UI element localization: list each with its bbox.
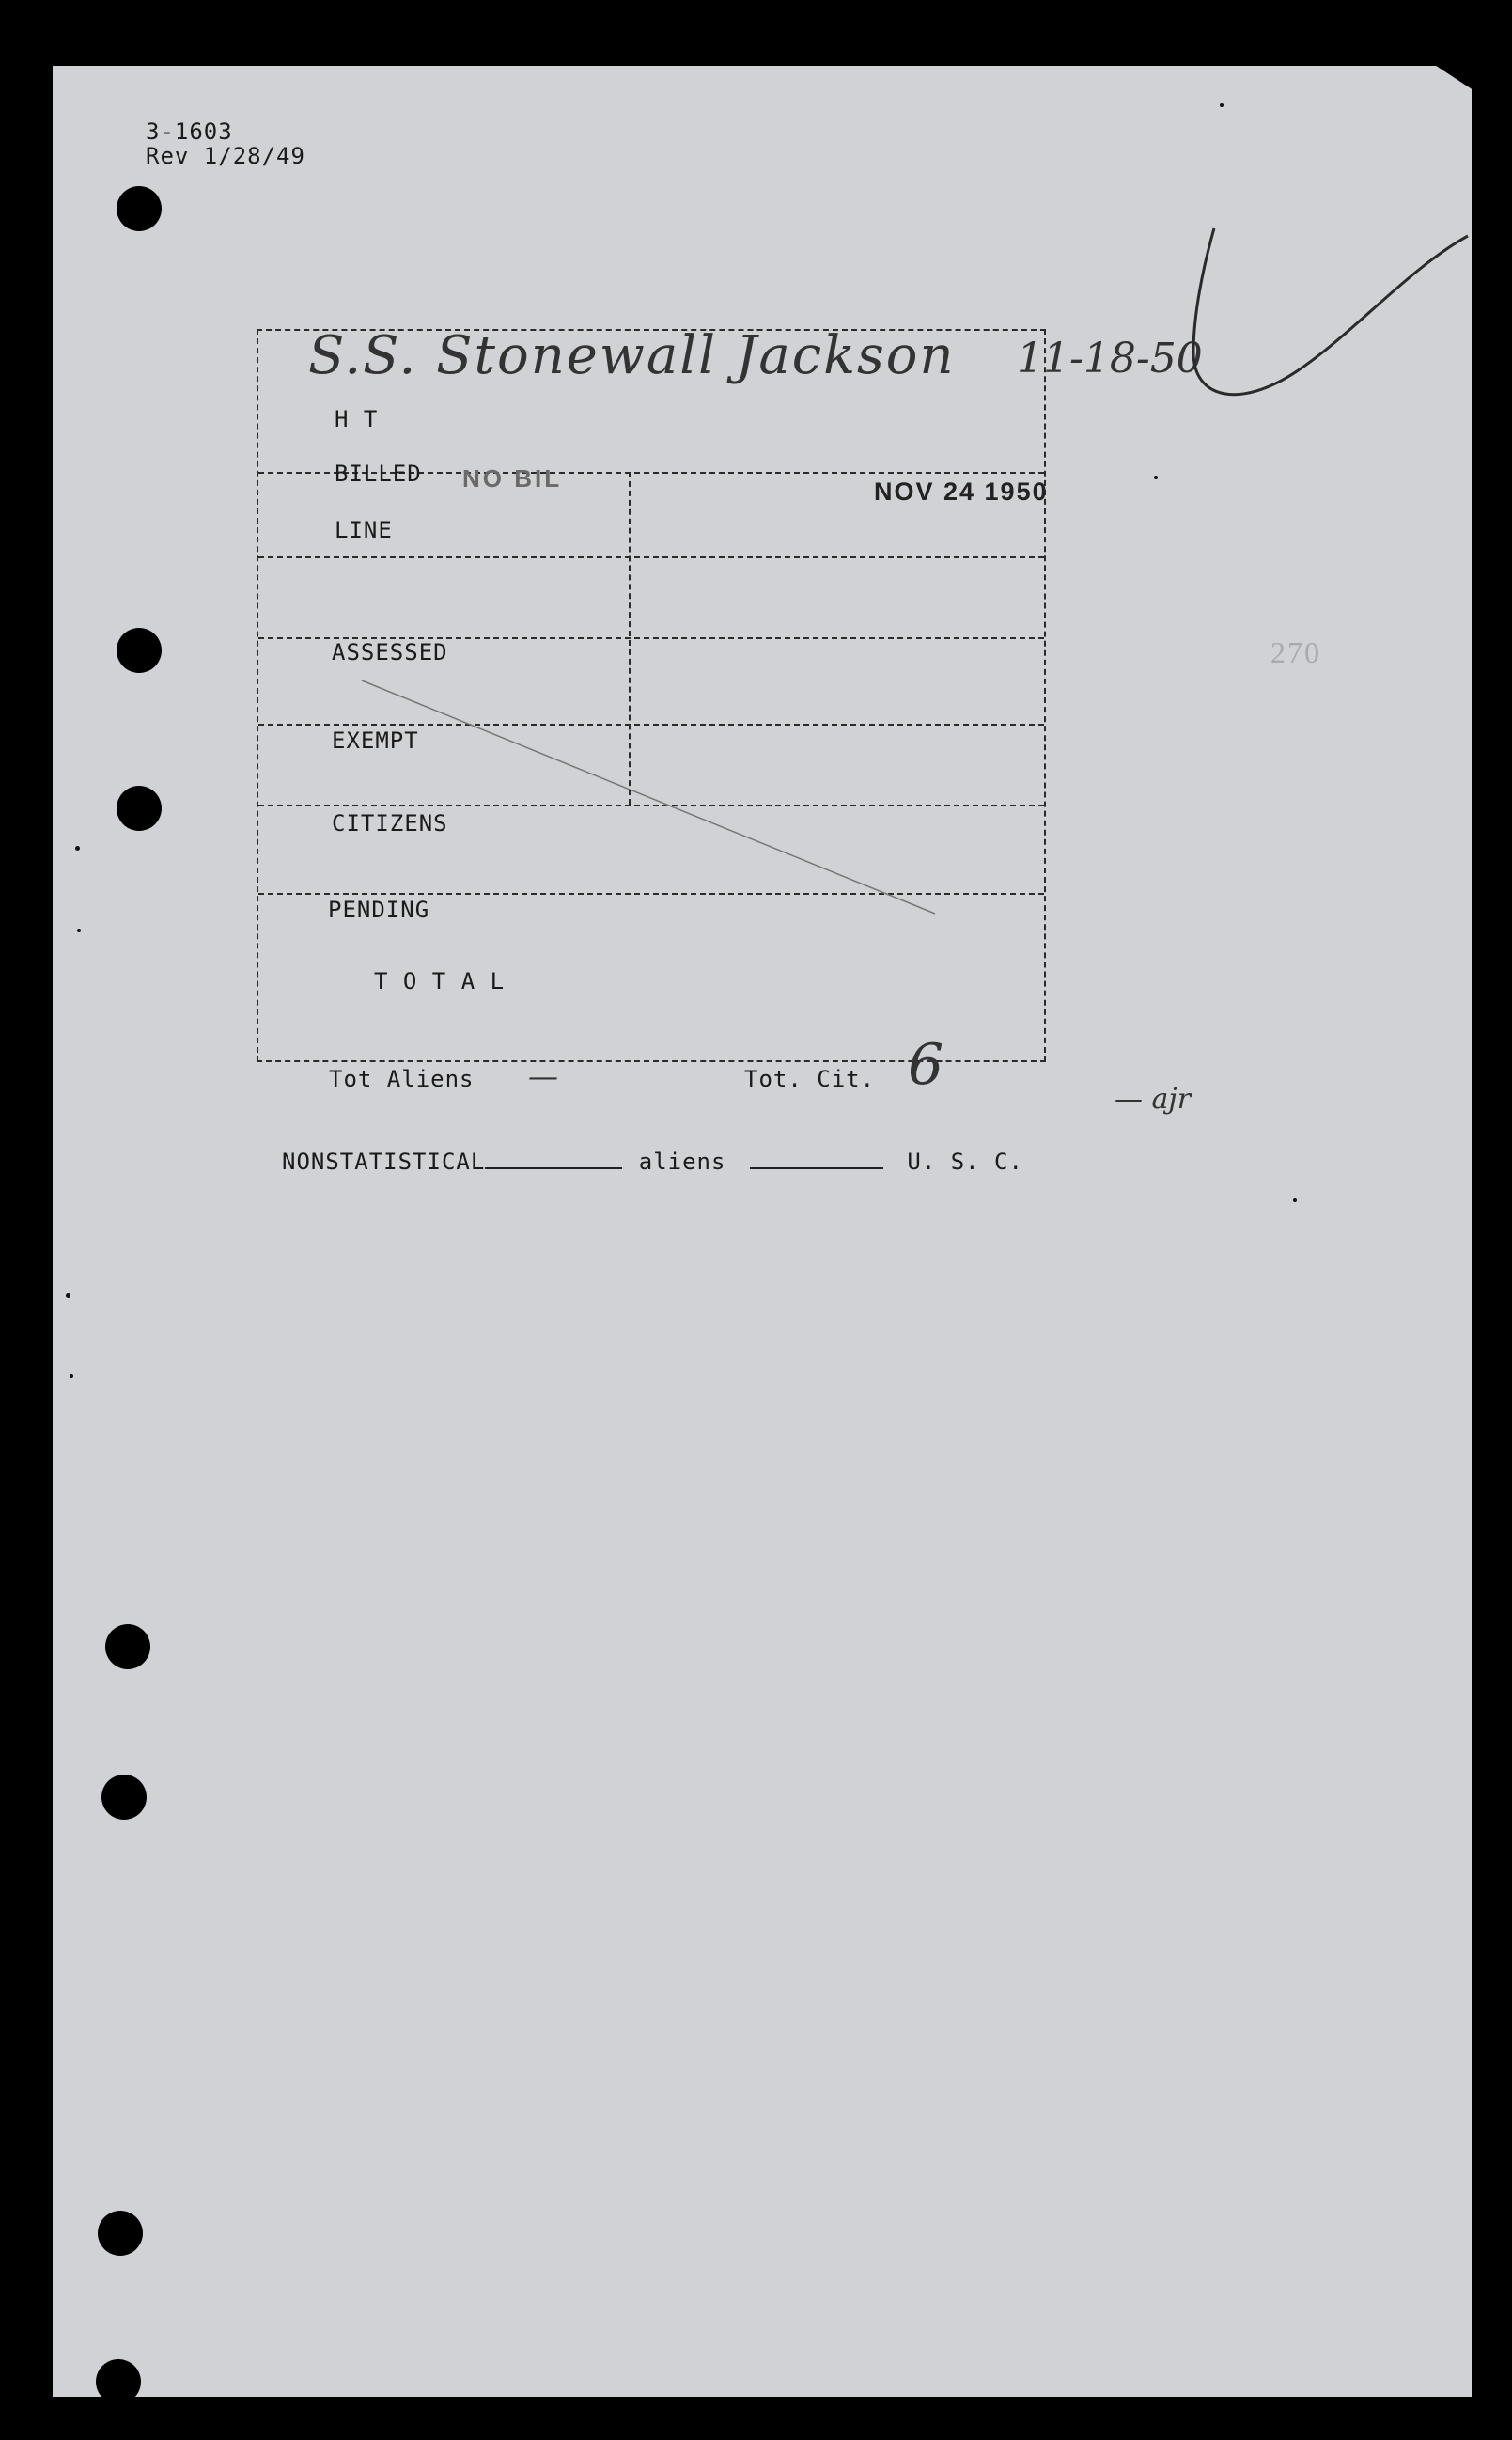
row-label-pending: PENDING bbox=[328, 897, 430, 923]
check-mark-icon bbox=[1165, 211, 1475, 428]
tot-aliens-dash: — bbox=[528, 1058, 558, 1094]
nonstatistical-blank bbox=[485, 1167, 622, 1169]
speck bbox=[66, 1293, 70, 1298]
punch-hole bbox=[105, 1624, 150, 1669]
punch-hole bbox=[101, 1775, 147, 1820]
punch-hole bbox=[117, 628, 162, 673]
punch-hole bbox=[117, 786, 162, 831]
form-revision: Rev 1/28/49 bbox=[146, 143, 305, 169]
tot-aliens-label: Tot Aliens bbox=[329, 1066, 475, 1092]
line-label: LINE bbox=[335, 517, 393, 543]
nonstatistical-line bbox=[282, 1149, 1023, 1175]
nonstatistical-label: NONSTATISTICAL bbox=[282, 1149, 486, 1175]
diagonal-line bbox=[258, 331, 1048, 1064]
aliens-label: aliens bbox=[638, 1149, 726, 1175]
speck bbox=[77, 929, 81, 932]
total-label: T O T A L bbox=[374, 968, 506, 994]
punch-hole bbox=[98, 2211, 143, 2256]
punch-hole bbox=[117, 186, 162, 231]
usc-label: U. S. C. bbox=[907, 1149, 1023, 1175]
margin-number: 270 bbox=[1270, 635, 1321, 669]
speck bbox=[1154, 476, 1158, 479]
billed-label: BILLED bbox=[335, 461, 422, 487]
date-stamp: NOV 24 1950 bbox=[874, 477, 1049, 506]
row-label-citizens: CITIZENS bbox=[332, 810, 448, 837]
row-label-exempt: EXEMPT bbox=[332, 727, 419, 754]
manifest-form-table bbox=[257, 329, 1046, 1062]
aliens-blank bbox=[750, 1167, 883, 1169]
speck bbox=[1293, 1198, 1297, 1202]
billed-stamp: NO BIL bbox=[462, 464, 563, 493]
row-label-assessed: ASSESSED bbox=[332, 639, 448, 665]
vessel-name: S.S. Stonewall Jackson bbox=[308, 325, 956, 386]
initials-note: — ajr bbox=[1115, 1083, 1192, 1116]
tot-cit-label: Tot. Cit. bbox=[744, 1066, 876, 1092]
form-number: 3-1603 bbox=[146, 118, 233, 145]
speck bbox=[1220, 103, 1224, 107]
tot-cit-value: 6 bbox=[908, 1032, 944, 1098]
speck bbox=[70, 1374, 73, 1378]
speck bbox=[75, 846, 80, 851]
punch-hole bbox=[96, 2359, 141, 2404]
ht-label: H T bbox=[335, 406, 379, 432]
handwritten-date: 11-18-50 bbox=[1017, 335, 1203, 383]
